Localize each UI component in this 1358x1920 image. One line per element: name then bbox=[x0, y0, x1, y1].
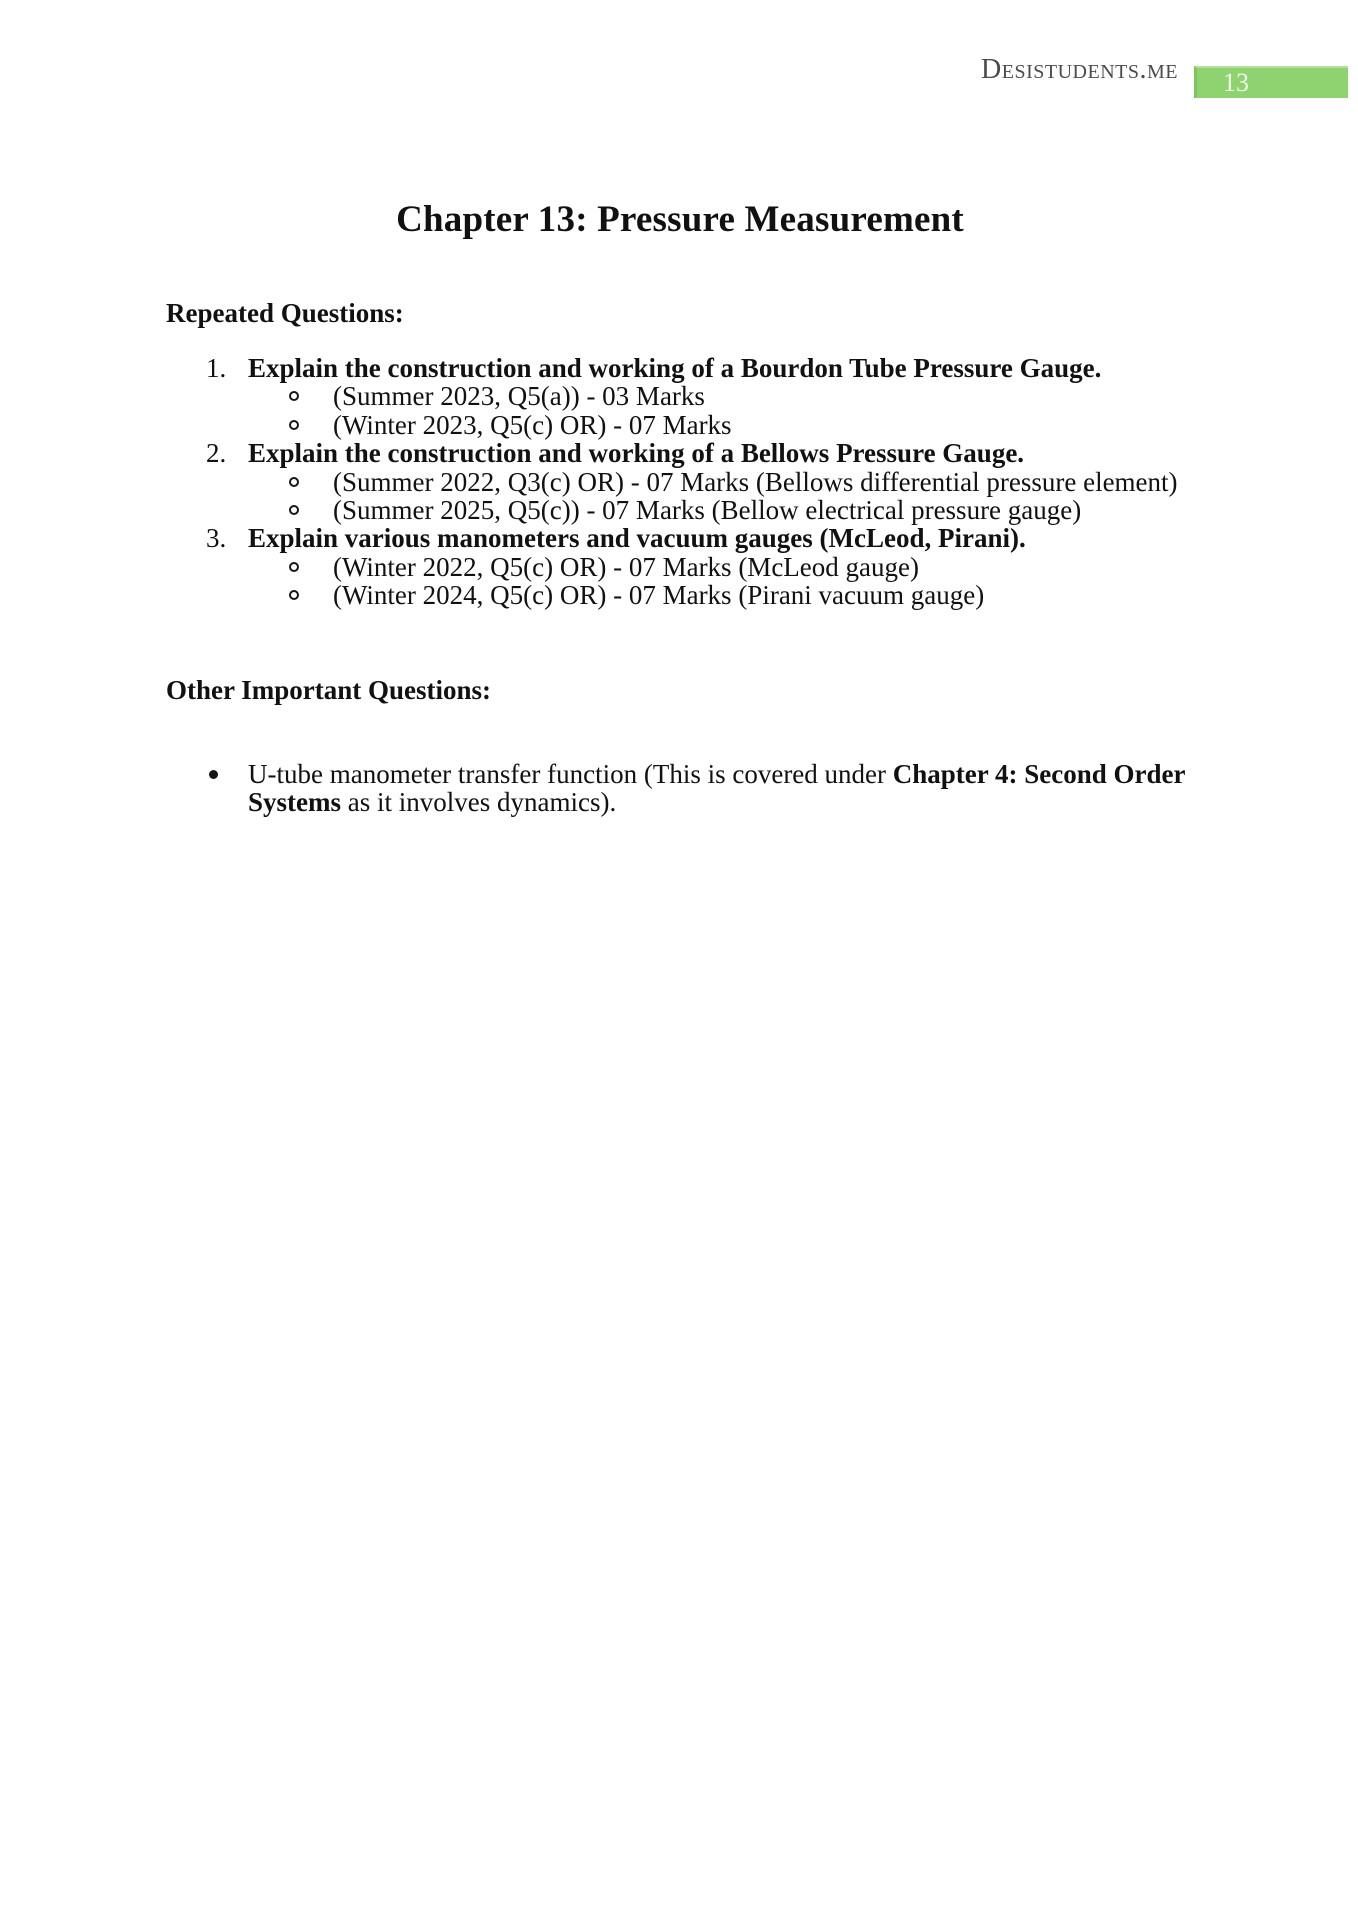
question-occurrence bbox=[166, 553, 1194, 581]
occurrence-text: (Winter 2022, Q5(c) OR) - 07 Marks (McLeod gauge) bbox=[333, 551, 919, 582]
question-text: Explain various manometers and vacuum gauges (McLeod, Pirani). bbox=[248, 523, 1026, 554]
question-number: 3. bbox=[206, 523, 227, 554]
question-occurrence bbox=[166, 382, 1194, 410]
question-number: 2. bbox=[206, 438, 227, 469]
circle-bullet-icon bbox=[289, 590, 299, 600]
bullet-text-after: as it involves dynamics). bbox=[341, 787, 617, 818]
question-number: 1. bbox=[206, 353, 227, 383]
question-item-3 bbox=[166, 524, 1194, 552]
question-occurrence bbox=[166, 411, 1194, 439]
circle-bullet-icon bbox=[289, 505, 299, 515]
question-occurrence bbox=[166, 496, 1194, 524]
occurrence-text: (Winter 2024, Q5(c) OR) - 07 Marks (Pirani vacuum gauge) bbox=[333, 580, 985, 611]
circle-bullet-icon bbox=[289, 562, 299, 572]
bullet-text-before: U-tube manometer transfer function (This is covered under bbox=[248, 758, 893, 789]
circle-bullet-icon bbox=[289, 391, 299, 401]
repeated-questions-heading: Repeated Questions: bbox=[166, 298, 404, 328]
site-name: Desistudents.me bbox=[981, 54, 1178, 85]
occurrence-text: (Summer 2022, Q3(c) OR) - 07 Marks (Bellows differential pressure element) bbox=[333, 466, 1178, 497]
question-occurrence bbox=[166, 581, 1194, 609]
occurrence-text: (Winter 2023, Q5(c) OR) - 07 Marks bbox=[333, 409, 732, 440]
other-question-item bbox=[166, 760, 1194, 817]
question-occurrence bbox=[166, 468, 1194, 496]
dot-bullet-icon bbox=[209, 770, 218, 779]
circle-bullet-icon bbox=[289, 477, 299, 487]
question-text: Explain the construction and working of a Bellows Pressure Gauge. bbox=[248, 438, 1025, 469]
question-item-1 bbox=[166, 354, 1194, 382]
repeated-questions-list bbox=[166, 354, 1194, 610]
other-questions-heading: Other Important Questions: bbox=[166, 674, 492, 705]
other-questions-list bbox=[166, 760, 1194, 817]
page-title: Chapter 13: Pressure Measurement bbox=[396, 199, 964, 240]
occurrence-text: (Summer 2023, Q5(a)) - 03 Marks bbox=[333, 381, 705, 412]
question-text: Explain the construction and working of a Bourdon Tube Pressure Gauge. bbox=[248, 353, 1102, 383]
bullet-text-bold: Chapter 4: Second Order Systems bbox=[248, 758, 1186, 818]
occurrence-text: (Summer 2025, Q5(c)) - 07 Marks (Bellow electrical pressure gauge) bbox=[333, 495, 1082, 526]
document-content bbox=[166, 0, 1194, 816]
circle-bullet-icon bbox=[289, 420, 299, 430]
page-number: 13 bbox=[1223, 68, 1249, 97]
page-number-badge bbox=[1194, 66, 1348, 98]
question-item-2 bbox=[166, 439, 1194, 467]
